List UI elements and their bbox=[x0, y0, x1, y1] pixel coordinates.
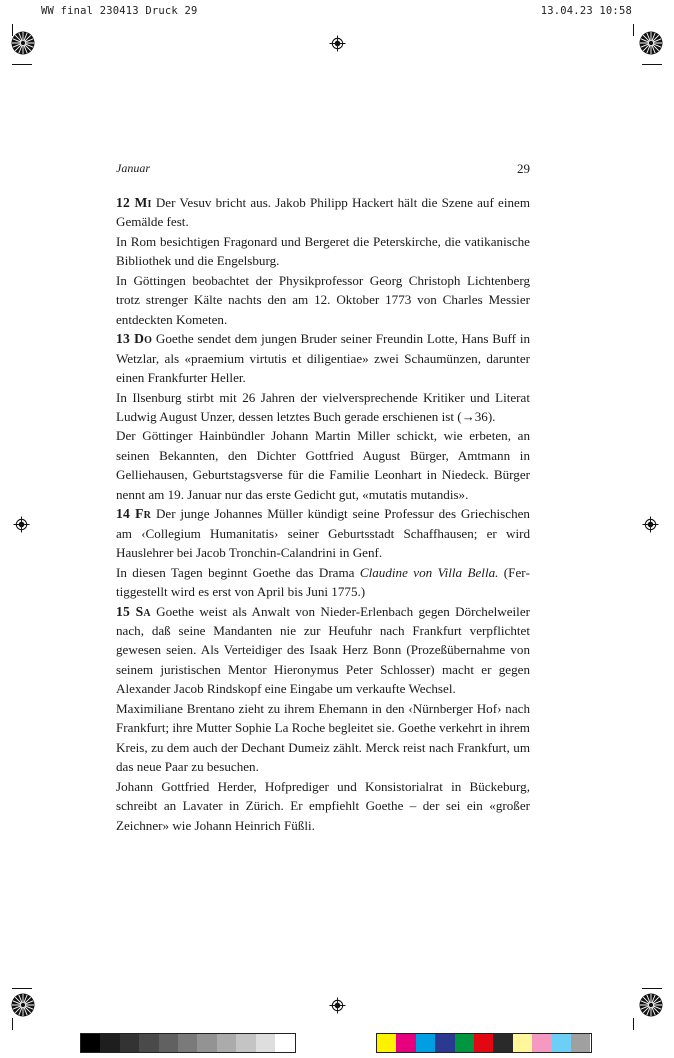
crosshair-registration-icon bbox=[329, 35, 346, 52]
color-swatch bbox=[513, 1034, 532, 1052]
entry-paragraph: Johann Gottfried Herder, Hofprediger und Konsistorialrat in Bückeburg, schreibt an Lavater in Zürich. Er empfiehlt Goethe – der sei ein «großer Zeichner» wie Johann Heinrich Füßli. bbox=[116, 778, 530, 833]
slug-timestamp: 13.04.23 10:58 bbox=[540, 5, 632, 17]
crop-mark-line bbox=[642, 64, 662, 65]
color-swatch bbox=[81, 1034, 100, 1052]
starburst-registration-icon bbox=[639, 31, 663, 55]
crosshair-registration-icon bbox=[13, 516, 30, 533]
color-swatch bbox=[552, 1034, 571, 1052]
day-heading: 15 Sa bbox=[116, 603, 151, 619]
process-color-control-strip bbox=[376, 1033, 592, 1053]
color-swatch bbox=[197, 1034, 216, 1052]
page-number: 29 bbox=[517, 161, 530, 176]
color-swatch bbox=[217, 1034, 236, 1052]
entry-paragraph: 13 Do Goethe sendet dem jungen Bruder seiner Freundin Lotte, Hans Buff in Wetzlar, als «praemium virtutis et diligentiae» zwei Schaumünzen, darunter einen Frankfurter Heller. bbox=[116, 331, 530, 386]
day-heading: 12 Mi bbox=[116, 195, 152, 210]
color-swatch bbox=[159, 1034, 178, 1052]
color-swatch bbox=[474, 1034, 493, 1052]
crop-mark-line bbox=[633, 24, 634, 36]
work-title: Claudine von Villa Bella. bbox=[359, 564, 499, 580]
color-swatch bbox=[455, 1034, 474, 1052]
color-swatch bbox=[256, 1034, 275, 1052]
color-swatch bbox=[275, 1034, 294, 1052]
color-swatch bbox=[178, 1034, 197, 1052]
entry-paragraph: 15 Sa Goethe weist als Anwalt von Nieder-Erlenbach gegen Dörchelweiler nach, daß seine Mandanten nie zur Heufuhr nach Frankfurt verpflichtet gewesen seien. Als Verteidiger des Isaak Herz Bonn (Prozeßübernahme von seinem juristischen Mentor Hieronymus Peter Schlosser) macht er gegen Alexander Jacob Rindskopf eine Eingabe um verkaufte Wechsel. bbox=[116, 603, 530, 697]
color-swatch bbox=[396, 1034, 415, 1052]
crosshair-registration-icon bbox=[329, 997, 346, 1014]
color-swatch bbox=[435, 1034, 454, 1052]
color-swatch bbox=[532, 1034, 551, 1052]
color-swatch bbox=[236, 1034, 255, 1052]
crop-mark-line bbox=[642, 988, 662, 989]
grayscale-control-strip bbox=[80, 1033, 296, 1053]
running-head-title: Januar bbox=[116, 161, 150, 175]
entry-paragraph: Der Göttinger Hainbündler Johann Martin Miller schickt, wie erbeten, an seinen Bekannten, den Dichter Gottfried August Bürger, Amtmann in Gelliehausen, Geburtstagsverse für die Familie Leonhart in Niedeck. Bürger nennt am 19. Januar nur das erste Gedicht gut, «mutatis mutandis». bbox=[116, 428, 530, 502]
crosshair-registration-icon bbox=[642, 516, 659, 533]
starburst-registration-icon bbox=[11, 993, 35, 1017]
day-heading: 14 Fr bbox=[116, 506, 152, 522]
crop-mark-line bbox=[12, 988, 32, 989]
color-swatch bbox=[571, 1034, 590, 1052]
entry-paragraph: In Ilsenburg stirbt mit 26 Jahren der vielversprechende Kritiker und Literat Ludwig August Unzer, dessen letztes Buch gerade erschienen ist (→36). bbox=[116, 389, 530, 424]
entry-paragraph: 12 Mi Der Vesuv bricht aus. Jakob Philipp Hackert hält die Szene auf einem Gemälde fest. bbox=[116, 195, 531, 230]
starburst-registration-icon bbox=[11, 31, 35, 55]
color-swatch bbox=[100, 1034, 119, 1052]
color-swatch bbox=[416, 1034, 435, 1052]
slug-job-name: WW final 230413 Druck 29 bbox=[41, 5, 198, 17]
color-swatch bbox=[493, 1034, 512, 1052]
entry-paragraph: Maximiliane Brentano zieht zu ihrem Ehemann in den ‹Nürnberger Hof› nach Frankfurt; ihre Mutter Sophie La Roche begleitet sie. Goethe verkehrt in ihrem Kreis, zu dem auch der Dechant Dumeiz zählt. Merck reist nach Frankfurt, um das neue Paar zu besuchen. bbox=[116, 700, 530, 775]
color-swatch bbox=[377, 1034, 396, 1052]
entry-paragraph: In Göttingen beobachtet der Physikprofessor Georg Christoph Lichtenberg trotz strenger Kälte nachts den am 12. Oktober 1773 von Charles Messier entdeckten Kometen. bbox=[116, 272, 530, 327]
crop-mark-line bbox=[12, 64, 32, 65]
color-swatch bbox=[120, 1034, 139, 1052]
entry-paragraph: In Rom besichtigen Fragonard und Bergeret die Peterskirche, die vatikanische Bibliothek und die Engelsburg. bbox=[116, 233, 530, 269]
entry-paragraph: In diesen Tagen beginnt Goethe das Drama Claudine von Villa Bella. (Fertiggestellt wird es erst von April bis Juni 1775.) bbox=[116, 564, 530, 600]
starburst-registration-icon bbox=[639, 993, 663, 1017]
body-text bbox=[116, 193, 530, 835]
crop-mark-line bbox=[633, 1018, 634, 1030]
running-head bbox=[116, 161, 530, 177]
entry-paragraph: 14 Fr Der junge Johannes Müller kündigt seine Professur des Griechischen am ‹Collegium Humanitatis› seiner Geburtsstadt Schaffhausen; er wird Hauslehrer bei Jacob Tronchin-Calandrini in Genf. bbox=[116, 506, 530, 561]
crop-mark-line bbox=[12, 1018, 13, 1030]
day-heading: 13 Do bbox=[116, 331, 153, 347]
color-swatch bbox=[139, 1034, 158, 1052]
